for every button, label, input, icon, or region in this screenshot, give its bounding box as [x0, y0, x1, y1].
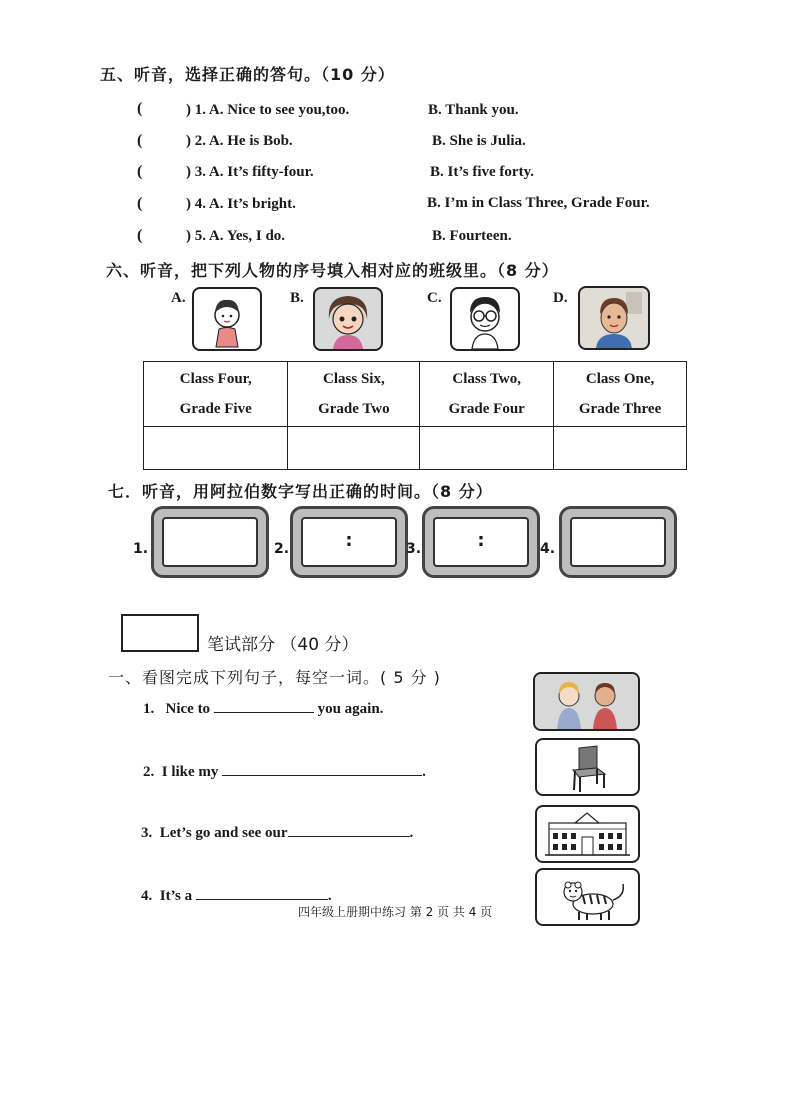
clock-number-1: 1. [133, 541, 149, 557]
clock-number-4: 4. [540, 541, 556, 557]
clock-3 [422, 506, 540, 578]
s5-item-1 [137, 98, 142, 118]
class-line2: Grade Five [179, 401, 252, 417]
class-line1: Class Two, [452, 371, 522, 387]
class-line1: Class Four, [179, 371, 252, 387]
answer-paren[interactable]: ( [137, 132, 143, 149]
s1-item-2 [143, 761, 426, 781]
item-number: 2. [143, 764, 155, 780]
s1-item-4 [141, 885, 332, 905]
sentence-end: . [409, 825, 414, 841]
s5-item-4-b: B. I’m in Class Three, Grade Four. [427, 195, 650, 211]
s5-item-3-a: ) 3. A. It’s fifty-four. [186, 164, 314, 180]
label-b: B. [290, 290, 304, 306]
class-cell-2 [288, 362, 420, 427]
sentence-start: Nice to [165, 701, 211, 717]
class-line2: Grade Four [448, 401, 525, 417]
s5-item-3 [137, 161, 142, 181]
s5-item-1-a: ) 1. A. Nice to see you,too. [186, 102, 350, 118]
class-line2: Grade Two [318, 401, 390, 417]
sentence-end: . [422, 764, 426, 780]
s5-item-2-a: ) 2. A. He is Bob. [186, 133, 293, 149]
section7-title: 七．听音，用阿拉伯数字写出正确的时间。（8 分） [108, 482, 493, 501]
clock-number-3: 3. [406, 541, 422, 557]
two-children-picture [533, 672, 640, 731]
s1-item-1 [143, 698, 383, 718]
answer-cell-1[interactable] [144, 427, 288, 470]
sentence-end: you again. [317, 701, 384, 717]
page-footer: 四年级上册期中练习 第 2 页 共 4 页 [298, 905, 493, 919]
written-part-title: 笔试部分 （40 分） [207, 635, 359, 655]
s5-item-2-b: B. She is Julia. [432, 133, 526, 149]
clock-2-screen[interactable]: : [301, 517, 397, 567]
sentence-start: I like my [161, 764, 219, 780]
answer-blank[interactable] [214, 698, 314, 713]
answer-cell-2[interactable] [288, 427, 420, 470]
clock-3-screen[interactable]: : [433, 517, 529, 567]
class-table [143, 361, 687, 470]
s5-item-3-b: B. It’s five forty. [430, 164, 535, 180]
s5-item-4-a: ) 4. A. It’s bright. [186, 196, 296, 212]
boy-c-picture [450, 287, 520, 351]
boy-d-picture [578, 286, 650, 350]
school-building-picture [535, 805, 640, 863]
item-number: 4. [141, 888, 153, 904]
class-cell-1 [144, 362, 288, 427]
s5-item-4 [137, 193, 142, 213]
clock-4 [559, 506, 677, 578]
item-number: 1. [143, 701, 155, 717]
answer-cell-3[interactable] [420, 427, 554, 470]
girl-a-picture [192, 287, 262, 351]
clock-2 [290, 506, 408, 578]
sentence-end: . [327, 888, 332, 904]
s1-item-3 [141, 822, 413, 842]
clock-1-screen[interactable] [162, 517, 258, 567]
s5-item-1-b: B. Thank you. [428, 102, 519, 118]
class-line2: Grade Three [578, 401, 662, 417]
answer-paren[interactable]: ( [137, 100, 143, 117]
clock-4-screen[interactable] [570, 517, 666, 567]
class-line1: Class Six, [323, 371, 385, 387]
sentence-start: Let’s go and see our [159, 825, 288, 841]
answer-paren[interactable]: ( [137, 163, 143, 180]
label-a: A. [171, 290, 186, 306]
label-d: D. [553, 290, 568, 306]
section6-title: 六、听音，把下列人物的序号填入相对应的班级里。（8 分） [106, 261, 559, 280]
s5-item-2 [137, 130, 142, 150]
tiger-picture [535, 868, 640, 926]
item-number: 3. [141, 825, 153, 841]
answer-blank[interactable] [196, 885, 328, 900]
chair-picture [535, 738, 640, 796]
class-cell-4 [554, 362, 687, 427]
answer-blank[interactable] [288, 822, 410, 837]
s5-item-5 [137, 225, 142, 245]
sentence-start: It’s a [159, 888, 193, 904]
class-line1: Class One, [585, 371, 655, 387]
score-box[interactable] [121, 614, 199, 652]
section5-title: 五、听音，选择正确的答句。（10 分） [100, 65, 395, 84]
class-cell-3 [420, 362, 554, 427]
answer-paren[interactable]: ( [137, 195, 143, 212]
section1-title: 一、看图完成下列句子，每空一词。( 5 分 ) [108, 668, 441, 687]
answer-paren[interactable]: ( [137, 227, 143, 244]
label-c: C. [427, 290, 442, 306]
clock-1 [151, 506, 269, 578]
clock-number-2: 2. [274, 541, 290, 557]
girl-b-picture [313, 287, 383, 351]
s5-item-5-b: B. Fourteen. [432, 228, 512, 244]
answer-blank[interactable] [222, 761, 422, 776]
answer-cell-4[interactable] [554, 427, 687, 470]
s5-item-5-a: ) 5. A. Yes, I do. [186, 228, 286, 244]
